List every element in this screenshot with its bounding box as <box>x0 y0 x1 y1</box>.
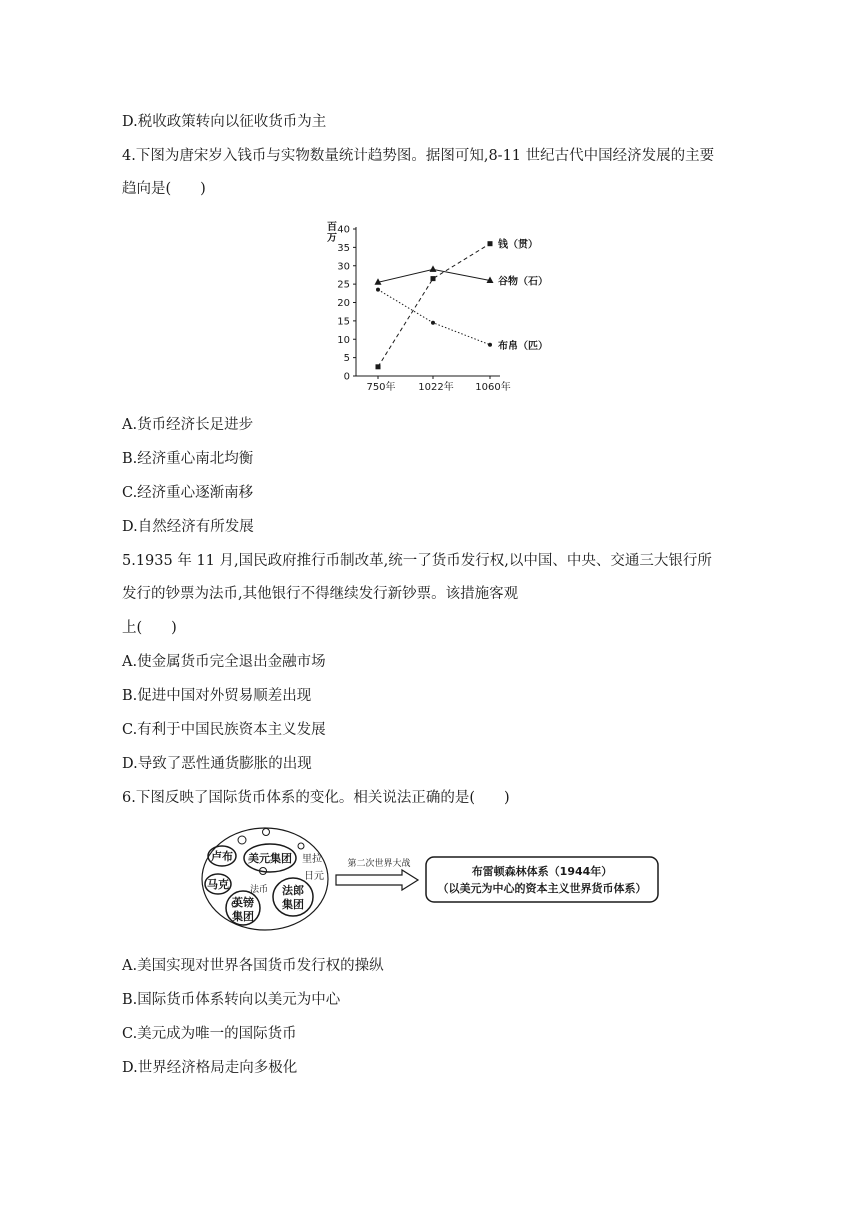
q4-stem-line1: 4.下图为唐宋岁入钱币与实物数量统计趋势图。据图可知,8-11 世纪古代中国经济发展的主要 <box>122 148 715 164</box>
arrow-label: 第二次世界大战 <box>347 859 411 869</box>
small-bloc-circle <box>263 829 270 836</box>
bloc-label-franc-2: 集团 <box>282 898 304 911</box>
y-tick-label: 30 <box>337 261 350 273</box>
series-line <box>378 244 490 367</box>
bretton-woods-title: 布雷顿森林体系（1944年） <box>471 865 613 878</box>
y-tick-label: 5 <box>343 353 350 365</box>
q3-option-d: D.税收政策转向以征收货币为主 <box>122 114 327 130</box>
q6-option-b: B.国际货币体系转向以美元为中心 <box>122 992 341 1008</box>
q6-currency-diagram <box>200 824 660 936</box>
bloc-label-sterling-2: 集团 <box>232 910 254 923</box>
bloc-label-lira: 里拉 <box>302 854 322 865</box>
q5-option-b: B.促进中国对外贸易顺差出现 <box>122 688 312 704</box>
y-tick-label: 25 <box>337 279 350 291</box>
bloc-label-fabi: 法币 <box>249 885 269 895</box>
y-tick-label: 40 <box>337 224 350 236</box>
bloc-label-mark: 马克 <box>207 878 229 891</box>
q5-stem-line1: 5.1935 年 11 月,国民政府推行币制改革,统一了货币发行权,以中国、中央、交通三大银行所 <box>122 553 712 569</box>
bloc-label-franc: 法郎 <box>282 884 304 897</box>
y-tick-label: 10 <box>337 334 350 346</box>
y-tick-label: 35 <box>337 242 350 254</box>
x-tick-label: 750年 <box>366 382 396 393</box>
q6-option-c: C.美元成为唯一的国际货币 <box>122 1026 297 1042</box>
q6-option-a: A.美国实现对世界各国货币发行权的操纵 <box>122 958 384 974</box>
q6-stem: 6.下图反映了国际货币体系的变化。相关说法正确的是( ) <box>122 790 510 806</box>
bloc-label-rouble: 卢布 <box>211 850 233 863</box>
q5-option-a: A.使金属货币完全退出金融市场 <box>122 654 326 670</box>
series-line <box>378 290 490 345</box>
q5-option-c: C.有利于中国民族资本主义发展 <box>122 722 326 738</box>
small-bloc-circle <box>298 843 304 849</box>
small-bloc-circle <box>238 836 246 844</box>
q4-option-b: B.经济重心南北均衡 <box>122 451 254 467</box>
q4-line-chart <box>320 218 560 398</box>
series-label: 钱（贯） <box>498 239 538 251</box>
bretton-woods-subtitle: （以美元为中心的资本主义世界货币体系） <box>437 882 647 895</box>
q6-option-d: D.世界经济格局走向多极化 <box>122 1060 298 1076</box>
data-point-dot <box>376 288 380 292</box>
bloc-label-dollar: 美元集团 <box>248 852 292 865</box>
y-axis-label: 百 <box>327 222 337 233</box>
data-point-triangle <box>430 265 437 272</box>
q4-option-a: A.货币经济长足进步 <box>122 417 254 433</box>
y-axis-label: 万 <box>327 233 337 244</box>
y-tick-label: 15 <box>337 316 350 328</box>
data-point-square <box>431 276 436 281</box>
bloc-label-yen: 日元 <box>304 871 324 882</box>
y-tick-label: 0 <box>343 371 350 383</box>
series-label: 布帛（匹） <box>498 340 548 352</box>
data-point-dot <box>488 343 492 347</box>
x-tick-label: 1060年 <box>475 382 511 393</box>
q4-option-c: C.经济重心逐渐南移 <box>122 485 254 501</box>
series-label: 谷物（石） <box>498 276 548 288</box>
q5-stem-line2: 发行的钞票为法币,其他银行不得继续发行新钞票。该措施客观 <box>122 586 519 602</box>
q5-option-d: D.导致了恶性通货膨胀的出现 <box>122 756 312 772</box>
y-tick-label: 20 <box>337 298 350 309</box>
bloc-label-sterling: 英镑 <box>232 896 254 909</box>
q4-option-d: D.自然经济有所发展 <box>122 519 254 535</box>
arrow <box>336 870 418 890</box>
q4-stem-line2: 趋向是( ) <box>122 181 206 197</box>
x-tick-label: 1022年 <box>418 382 454 393</box>
bretton-woods-box <box>426 857 658 902</box>
data-point-square <box>488 241 493 246</box>
data-point-square <box>376 364 381 369</box>
q5-stem-line3: 上( ) <box>122 620 177 636</box>
data-point-dot <box>431 321 435 325</box>
